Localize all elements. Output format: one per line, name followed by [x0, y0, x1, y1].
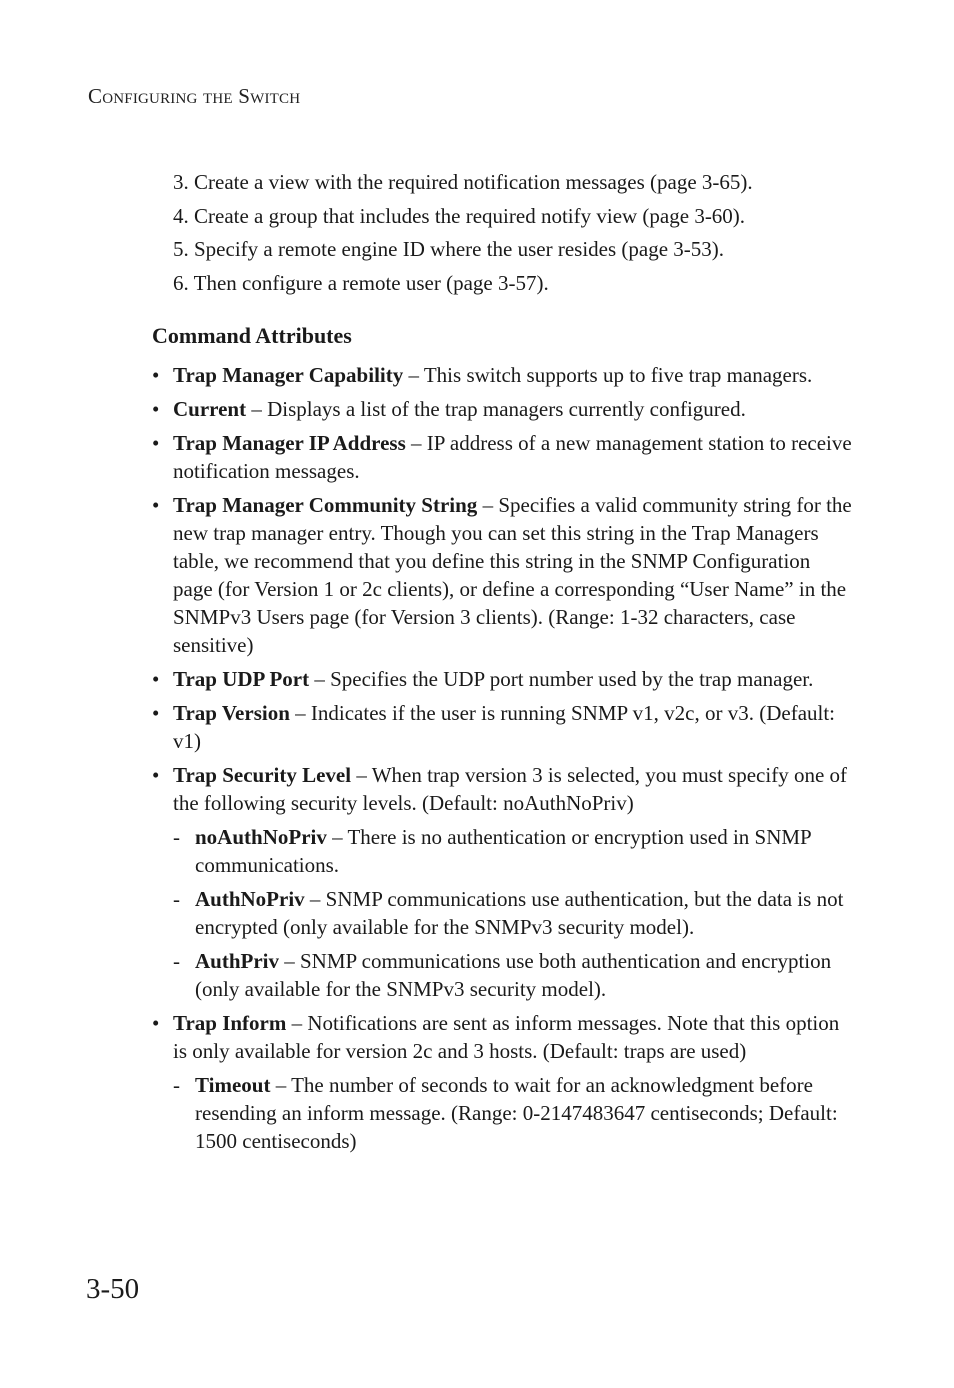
sub-item-authpriv — [152, 947, 852, 1003]
attr-term: Trap Version — [173, 701, 290, 725]
sub-desc: – SNMP communications use both authentication and encryption (only available for the SNMPv3 security model). — [195, 949, 832, 1001]
attr-trap-inform — [152, 1009, 852, 1065]
sub-term: Timeout — [195, 1073, 271, 1097]
attr-trap-manager-ip-address — [152, 429, 852, 485]
attr-desc: – Specifies a valid community string for the new trap manager entry. Though you can set this string in the Trap Managers table, we recommend that you define this string in the SNMP Configuration page (for Version 1 or 2c clients), or define a corresponding “User Name” in the SNMPv3 Users page (for Version 3 clients). (Range: 1-32 characters, case sensitive) — [173, 493, 852, 657]
bullet-glyph: • — [152, 493, 160, 517]
sub-desc: – There is no authentication or encryption used in SNMP communications. — [195, 825, 811, 877]
page-number: 3-50 — [86, 1273, 140, 1305]
attr-term: Trap Inform — [173, 1011, 287, 1035]
attr-desc: – IP address of a new management station to receive notification messages. — [173, 431, 852, 483]
bullet-glyph: • — [152, 701, 160, 725]
step-5: 5. Specify a remote engine ID where the user resides (page 3-53). — [173, 237, 725, 261]
sub-item-noauthnopriv — [152, 823, 852, 879]
sub-term: AuthNoPriv — [195, 887, 305, 911]
attr-desc: – Specifies the UDP port number used by the trap manager. — [309, 667, 814, 691]
attr-trap-manager-community-string — [152, 491, 852, 659]
bullet-glyph: • — [152, 763, 160, 787]
bullet-glyph: • — [152, 1011, 160, 1035]
sub-item-authnopriv — [152, 885, 852, 941]
attr-trap-udp-port — [152, 665, 852, 693]
running-header — [88, 84, 300, 109]
attr-term: Trap Manager Community String — [173, 493, 478, 517]
attr-desc: – When trap version 3 is selected, you must specify one of the following security levels. (Default: noAuthNoPriv) — [173, 763, 848, 815]
bullet-glyph: • — [152, 667, 160, 691]
attr-term: Trap UDP Port — [173, 667, 310, 691]
sub-desc: – The number of seconds to wait for an acknowledgment before resending an inform message. (Range: 0-2147483647 centiseconds; Default: 1500 centiseconds) — [195, 1073, 838, 1153]
attr-trap-manager-capability — [152, 361, 852, 389]
dash-glyph: - — [173, 825, 180, 849]
bullet-glyph: • — [152, 431, 160, 455]
dash-glyph: - — [173, 1073, 180, 1097]
step-3: 3. Create a view with the required notification messages (page 3-65). — [173, 170, 753, 194]
attr-trap-version — [152, 699, 852, 755]
attr-desc: – Indicates if the user is running SNMP v1, v2c, or v3. (Default: v1) — [173, 701, 836, 753]
bullet-glyph: • — [152, 397, 160, 421]
step-6: 6. Then configure a remote user (page 3-57). — [173, 270, 549, 295]
attr-trap-security-level — [152, 761, 852, 817]
section-heading: Command Attributes — [152, 323, 352, 348]
sub-item-timeout — [152, 1071, 852, 1155]
procedure-steps — [173, 168, 873, 302]
step-4: 4. Create a group that includes the required notify view (page 3-60). — [173, 203, 746, 228]
sub-term: AuthPriv — [195, 949, 279, 973]
attr-desc: – Notifications are sent as inform messages. Note that this option is only available for version 2c and 3 hosts. (Default: traps are used) — [173, 1011, 840, 1063]
attr-term: Trap Security Level — [173, 763, 352, 787]
dash-glyph: - — [173, 887, 180, 911]
header-initial-s: S — [238, 84, 251, 108]
attr-term: Current — [173, 397, 247, 421]
sub-term: noAuthNoPriv — [195, 825, 327, 849]
dash-glyph: - — [173, 949, 180, 973]
attribute-list — [152, 361, 852, 1161]
attr-term: Trap Manager IP Address — [173, 431, 406, 455]
attr-current — [152, 395, 852, 423]
sub-desc: – SNMP communications use authentication, but the data is not encrypted (only available for the SNMPv3 security model). — [195, 887, 844, 939]
header-text-onfiguring: onfiguring the — [102, 84, 239, 108]
attr-term: Trap Manager Capability — [173, 363, 404, 387]
header-text-witch: witch — [250, 84, 301, 108]
attr-desc: – Displays a list of the trap managers currently configured. — [246, 397, 746, 421]
bullet-glyph: • — [152, 363, 160, 387]
attr-desc: – This switch supports up to five trap managers. — [403, 363, 813, 387]
header-initial-c: C — [88, 84, 103, 108]
